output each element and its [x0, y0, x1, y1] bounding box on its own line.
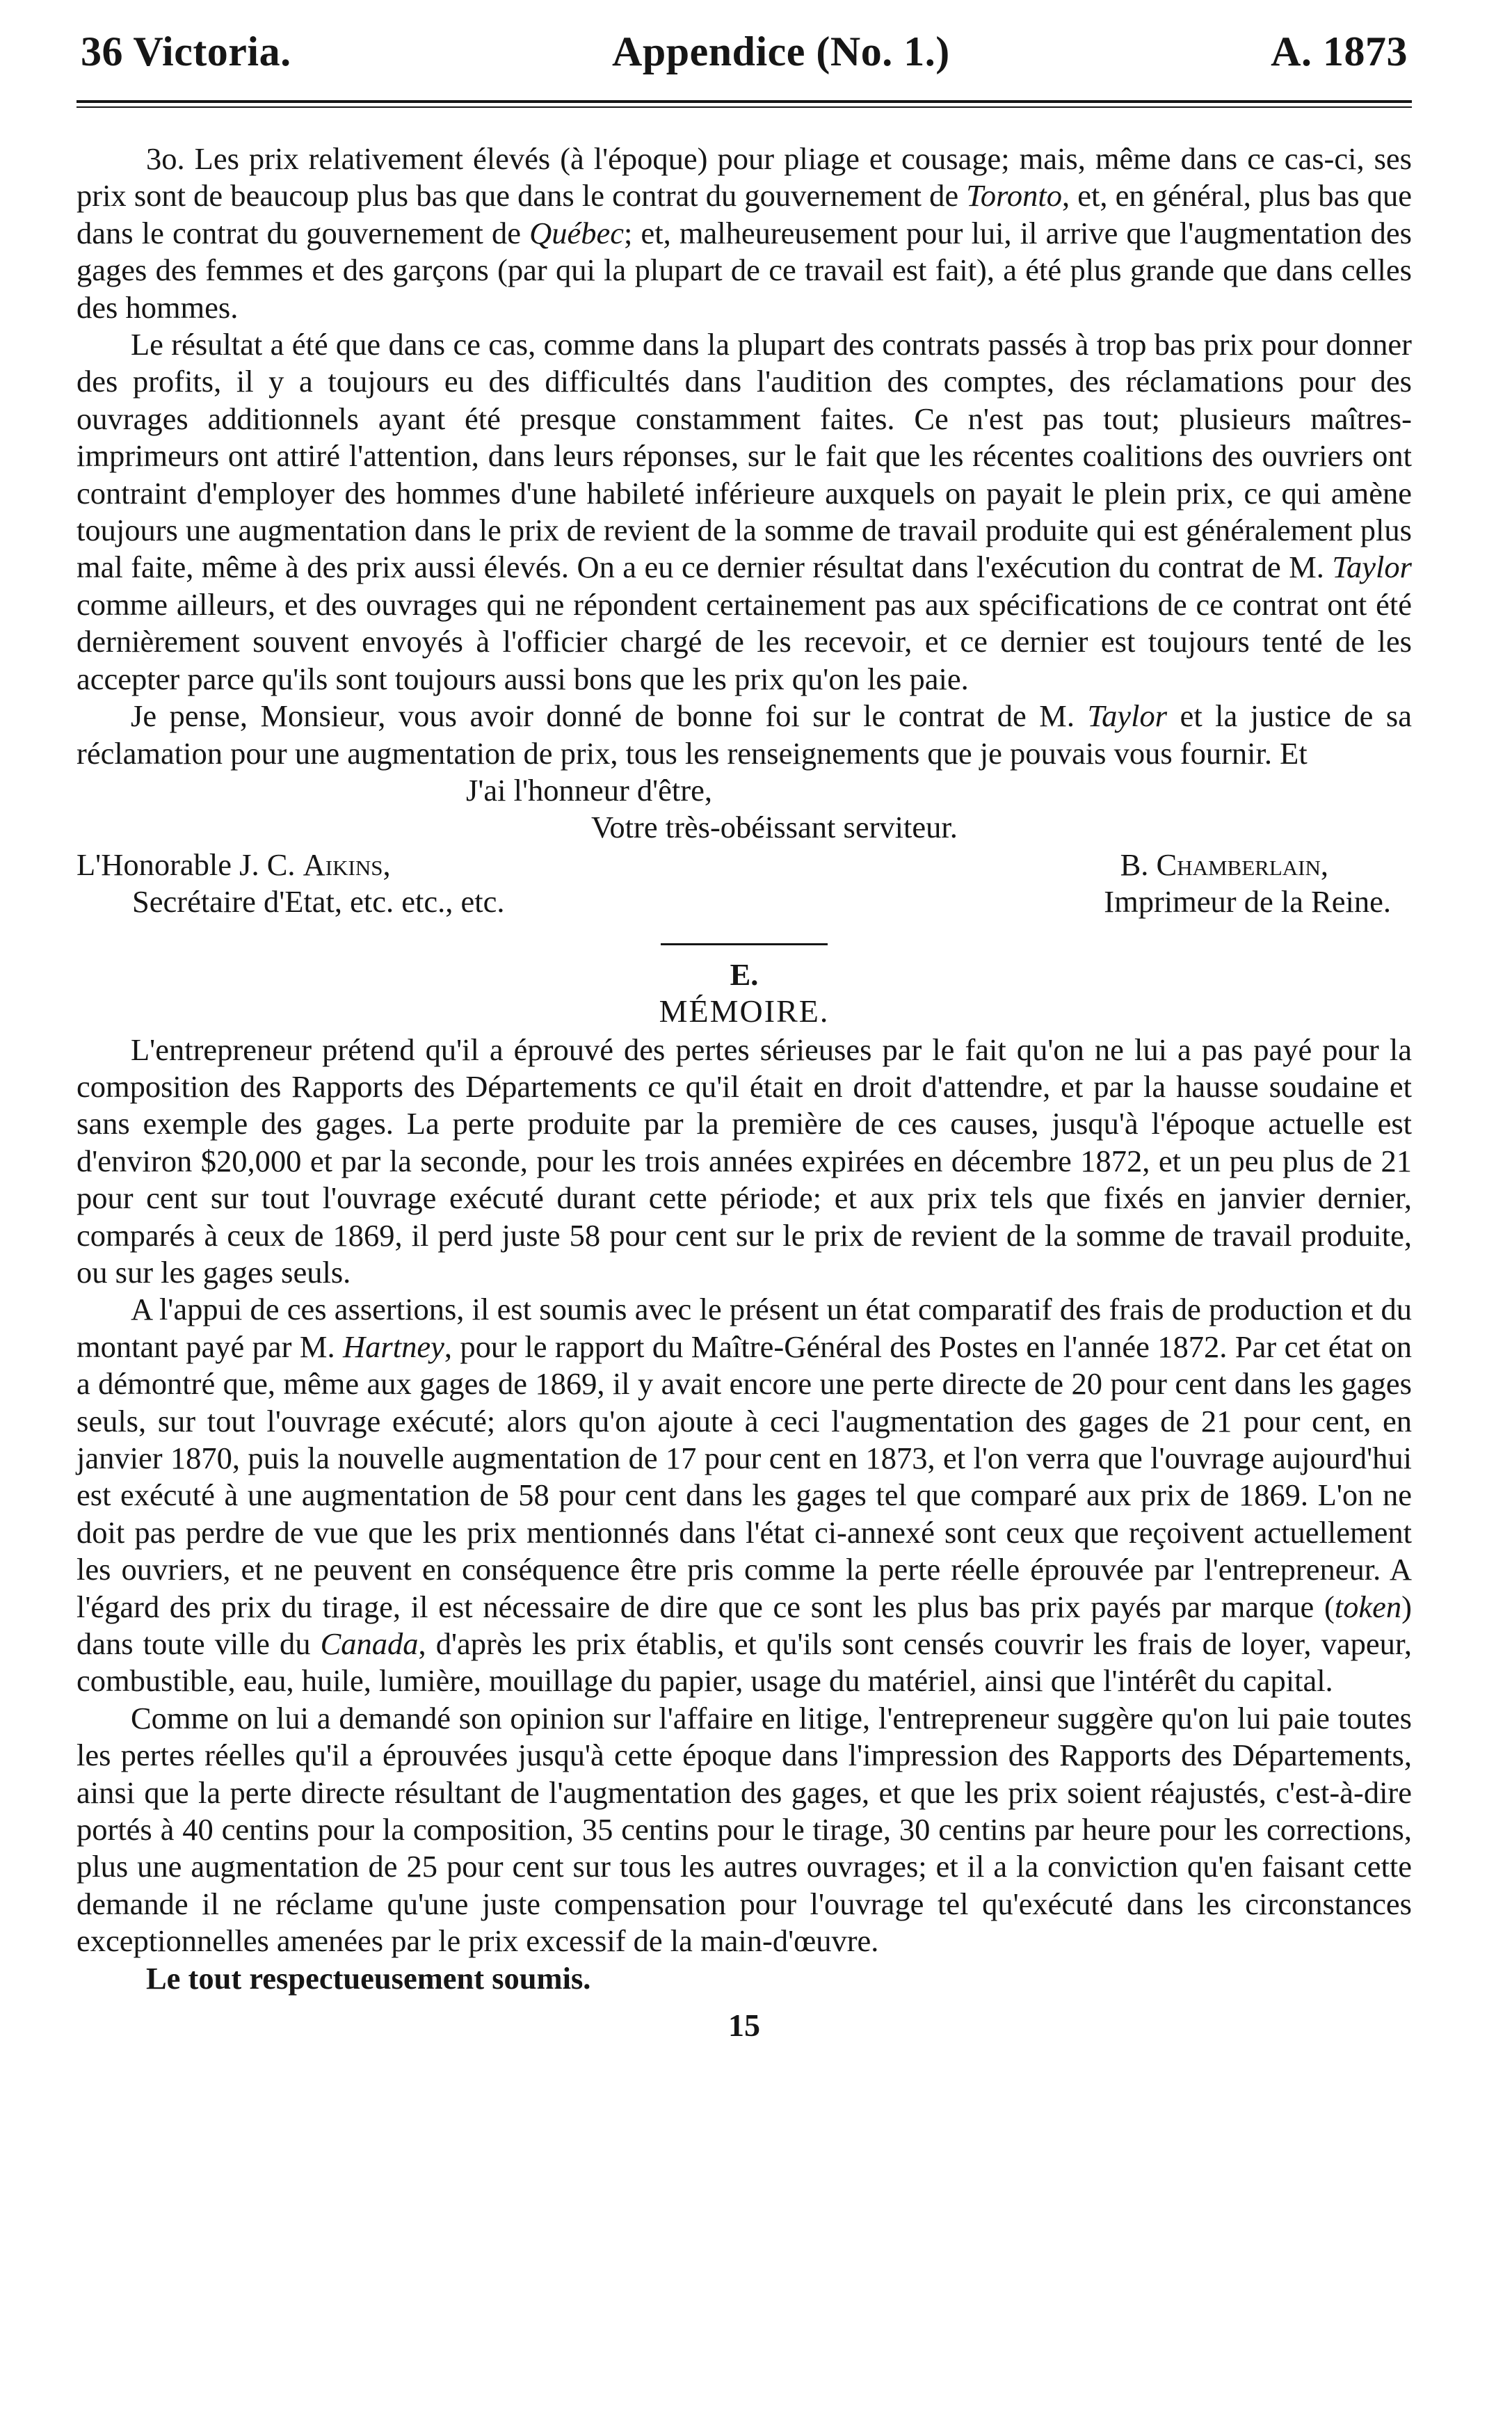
paragraph-resultat [77, 326, 1412, 698]
text-run: et la justice de sa réclamation pour une augmentation de prix, tous les renseignements que je pouvais vous fournir. Et [77, 698, 1412, 771]
letter-body [77, 141, 1412, 772]
signer-title: Imprimeur de la Reine. [1104, 884, 1391, 920]
text-run: L'Honorable J. C. [77, 847, 303, 882]
closing-honour-line: J'ai l'honneur d'être, [466, 772, 712, 808]
text-run: A l'appui de ces assertions, il est soumis avec le présent un état comparatif des frais de production et du montant payé par M. [77, 1292, 1412, 1364]
signature-row-names [77, 847, 1412, 883]
place-name: Québec [529, 215, 624, 250]
person-name: Taylor [1087, 698, 1168, 734]
place-name: Canada [320, 1626, 419, 1662]
place-name: Toronto [966, 178, 1062, 214]
memoire-closing-line: Le tout respectueusement soumis. [146, 1960, 591, 1996]
text-run: ; et, malheureusement pour lui, il arrive que l'augmentation des gages des femmes et des garçons (par qui la plupart de ce travail est fait), a été plus grande que dans celles des hommes. [77, 215, 1412, 325]
memoire-paragraph-1: L'entrepreneur prétend qu'il a éprouvé des pertes sérieuses par le fait qu'on ne lui a pas payé pour la composition des Rapports des Départements ce qu'il était en droit d'attendre, et par la hausse soudaine et sans exemple des gages. La perte produite par la première de ces causes, jusqu'à l'époque actuelle est d'environ $20,000 et par la seconde, pour les trois années expirées en décembre 1872, et un peu plus de 21 pour cent sur tout l'ouvrage exécuté durant cette période; et aux prix tels que fixés en janvier dernier, comparés à ceux de 1869, il perd juste 58 pour cent sur le prix de revient de la somme de travail produite, ou sur les gages seuls. [77, 1032, 1412, 1290]
addressee-surname: Aikins [303, 847, 383, 882]
text-run: , [1320, 847, 1328, 882]
memoire-paragraph-2 [77, 1291, 1412, 1699]
text-run: , et, en général, plus bas que dans le contrat du gouvernement de [77, 178, 1413, 250]
header-title: Appendice (No. 1.) [612, 29, 950, 74]
addressee-title: Secrétaire d'Etat, etc. etc., etc. [132, 884, 505, 920]
section-letter: E. [730, 956, 759, 992]
section-divider [661, 943, 828, 945]
closing-servant-line: Votre très-obéissant serviteur. [591, 810, 958, 845]
page-number: 15 [728, 2007, 760, 2044]
italic-term: token [1334, 1589, 1402, 1624]
header-session: 36 Victoria. [81, 29, 291, 74]
paragraph-3o [77, 141, 1412, 326]
text-run: ) dans toute ville du [77, 1589, 1412, 1662]
header-rule-thin [77, 106, 1412, 108]
memoire-body [77, 1032, 1412, 1960]
signer-surname: Chamberlain [1156, 847, 1321, 882]
text-run: , [383, 847, 391, 882]
header-rule-thick [77, 100, 1412, 103]
text-run: , pour le rapport du Maître-Général des Postes en l'année 1872. Par cet état on a démontré que, même aux gages de 1869, il y avait encore une perte directe de 20 pour cent dans les gages seuls, sur tout l'ouvrage exécuté; alors qu'on ajoute à ceci l'augmentation des gages de 21 pour cent, en janvier 1870, puis la nouvelle augmentation de 17 pour cent en 1873, et l'on verra que l'ouvrage aujourd'hui est exécuté à une augmentation de 58 pour cent dans les gages tel que comparé aux prix de 1869. L'on ne doit pas perdre de vue que les prix mentionnés dans l'état ci-annexé sont ceux que reçoivent actuellement les ouvriers, et ne peuvent en conséquence être pris comme la perte réelle éprouvée par l'entrepreneur. A l'égard des prix du tirage, il est nécessaire de dire que ce sont les plus bas prix payés par marque ( [77, 1329, 1413, 1624]
letter-closing [77, 772, 1412, 921]
text-run: B. [1120, 847, 1157, 882]
addressee-name [77, 847, 391, 883]
header-double-rule [77, 100, 1412, 110]
person-name: Hartney [343, 1329, 444, 1364]
signature-row-titles [77, 883, 1412, 920]
text-run: 3o. Les prix relativement élevés (à l'époque) pour pliage et cousage; mais, même dans ce cas-ci, ses prix sont de beaucoup plus bas que dans le contrat du gouvernement de [77, 141, 1412, 214]
text-run: Je pense, Monsieur, vous avoir donné de bonne foi sur le contrat de M. [131, 698, 1088, 734]
text-run: Le résultat a été que dans ce cas, comme dans la plupart des contrats passés à trop bas prix pour donner des profits, il y a toujours eu des difficultés dans l'audition des comptes, des réclamations pour des ouvrages additionnels ayant été presque constamment faites. Ce n'est pas tout; plusieurs maîtres-imprimeurs ont attiré l'attention, dans leurs réponses, sur le fait que les récentes coalitions des ouvriers ont contraint d'employer des hommes d'une habileté inférieure auxquels on payait le plein prix, ce qui amène toujours une augmentation dans le prix de revient de la somme de travail produite qui est généralement plus mal faite, même à des prix aussi élevés. On a eu ce dernier résultat dans l'exécution du contrat de M. [77, 327, 1412, 585]
running-header [77, 28, 1412, 95]
person-name: Taylor [1332, 550, 1412, 585]
memoire-paragraph-3: Comme on lui a demandé son opinion sur l'affaire en litige, l'entrepreneur suggère qu'on lui paie toutes les pertes réelles qu'il a éprouvées jusqu'à cette époque dans l'impression des Rapports des Départements, ainsi que la perte directe résultant de l'augmentation des gages, et que les prix soient réajustés, c'est-à-dire portés à 40 centins pour la composition, 35 centins pour le tirage, 30 centins par heure pour les corrections, plus une augmentation de 25 pour cent sur tous les autres ouvrages; et il a la conviction qu'en faisant cette demande il ne réclame qu'une juste compensation pour l'ouvrage tel qu'exécuté dans les circonstances exceptionnelles amenées par le prix excessif de la main-d'œuvre. [77, 1700, 1412, 1959]
text-run: , d'après les prix établis, et qu'ils sont censés couvrir les frais de loyer, vapeur, combustible, eau, huile, lumière, mouillage du papier, usage du matériel, ainsi que l'intérêt du capital. [77, 1626, 1412, 1699]
signer-name [1120, 847, 1412, 883]
paragraph-je-pense [77, 698, 1412, 772]
header-year: A. 1873 [1271, 29, 1408, 74]
section-title: MÉMOIRE. [659, 993, 830, 1029]
document-page [77, 28, 1412, 2044]
text-run: comme ailleurs, et des ouvrages qui ne répondent certainement pas aux spécifications de ce contrat ont été dernièrement souvent envoyés à l'officier chargé de les recevoir, et ce dernier est toujours tenté de les accepter parce qu'ils sont toujours aussi bons que les prix qu'on les paie. [77, 586, 1412, 696]
